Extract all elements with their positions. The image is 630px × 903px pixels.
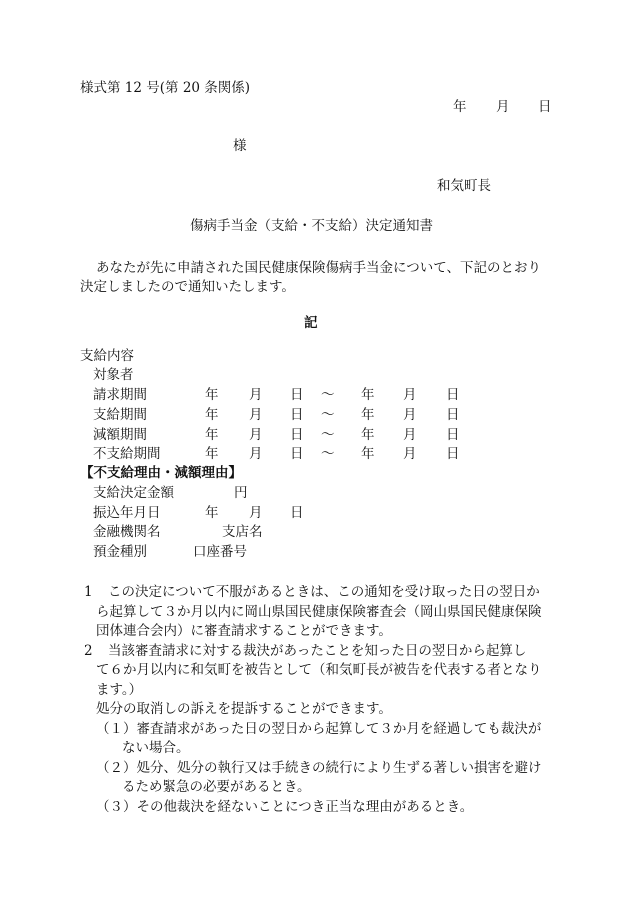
period-from-day: 日: [290, 387, 304, 403]
sub-item-first-line: [96, 760, 542, 776]
account-number-label: 口座番号: [193, 544, 247, 560]
period-to-day: 日: [446, 407, 460, 423]
issue-date-month-unit: 月: [496, 99, 510, 115]
sub-item-line: 処分、処分の執行又は手続きの続行により生ずる著しい損害を避け: [136, 760, 542, 776]
transfer-date-label: 振込年月日: [93, 505, 161, 521]
sub-item-line: その他裁決を経ないことにつき正当な理由があるとき。: [136, 799, 474, 815]
form-number: 様式第 12 号(第 20 条関係): [80, 80, 251, 96]
note-line: 団体連合会内）に審査請求することができます。: [96, 623, 392, 639]
period-label: 減額期間: [93, 427, 147, 443]
account-type-label: 預金種別: [93, 544, 147, 560]
period-tilde: 〜: [321, 407, 335, 423]
period-from-day: 日: [290, 427, 304, 443]
transfer-date-day: 日: [290, 505, 304, 521]
period-to-month: 月: [403, 446, 417, 462]
period-from-year: 年: [205, 407, 219, 423]
period-from-month: 月: [249, 427, 263, 443]
period-to-year: 年: [361, 387, 375, 403]
intro-line: あなたが先に申請された国民健康保険傷病手当金について、下記のとおり: [96, 260, 541, 276]
period-from-day: 日: [290, 446, 304, 462]
sub-item-marker: （２）: [96, 760, 137, 776]
note-number: 2: [84, 643, 93, 659]
sub-item-first-line: [96, 721, 541, 737]
sub-item-line: るため緊急の必要があるとき。: [122, 779, 311, 795]
issue-date-day-unit: 日: [538, 99, 552, 115]
period-to-day: 日: [446, 427, 460, 443]
period-to-year: 年: [361, 407, 375, 423]
period-from-year: 年: [205, 387, 219, 403]
details-heading: 支給内容: [80, 348, 134, 364]
note-line: て６か月以内に和気町を被告として（和気町長が被告を代表する者となり: [96, 662, 542, 678]
transfer-date-month: 月: [249, 505, 263, 521]
sub-item-line: ない場合。: [122, 740, 190, 756]
note-line: 当該審査請求に対する裁決があったことを知った日の翌日から起算し: [108, 643, 527, 659]
transfer-date-year: 年: [205, 505, 219, 521]
issue-date-year-unit: 年: [453, 99, 467, 115]
period-to-day: 日: [446, 387, 460, 403]
period-label: 請求期間: [93, 387, 147, 403]
note-number: 1: [84, 584, 93, 600]
period-to-month: 月: [403, 387, 417, 403]
period-from-month: 月: [249, 387, 263, 403]
period-from-year: 年: [205, 427, 219, 443]
period-to-month: 月: [403, 407, 417, 423]
period-to-day: 日: [446, 446, 460, 462]
amount-yen-unit: 円: [234, 485, 248, 501]
period-tilde: 〜: [321, 427, 335, 443]
period-from-month: 月: [249, 407, 263, 423]
period-from-month: 月: [249, 446, 263, 462]
note-line: ます。）: [96, 682, 143, 698]
period-label: 不支給期間: [93, 446, 161, 462]
sender-name: 和気町長: [437, 178, 491, 194]
document-title: 傷病手当金（支給・不支給）決定通知書: [190, 218, 433, 234]
period-tilde: 〜: [321, 446, 335, 462]
bank-label: 金融機関名: [93, 524, 161, 540]
sub-item-first-line: [96, 799, 473, 815]
period-tilde: 〜: [321, 387, 335, 403]
reason-heading: 【不支給理由・減額理由】: [80, 465, 242, 481]
period-label: 支給期間: [93, 407, 147, 423]
note-continuation: 処分の取消しの訴えを提訴することができます。: [96, 701, 392, 717]
note-line: ら起算して３か月以内に岡山県国民健康保険審査会（岡山県国民健康保険: [96, 604, 542, 620]
period-to-year: 年: [361, 446, 375, 462]
period-to-month: 月: [403, 427, 417, 443]
target-person-label: 対象者: [93, 367, 134, 383]
sub-item-line: 審査請求があった日の翌日から起算して３か月を経過しても裁決が: [136, 721, 542, 737]
branch-label: 支店名: [222, 524, 263, 540]
ki-heading: 記: [304, 315, 318, 331]
addressee-suffix: 様: [233, 138, 247, 154]
period-from-year: 年: [205, 446, 219, 462]
sub-item-marker: （１）: [96, 721, 137, 737]
period-from-day: 日: [290, 407, 304, 423]
note-line: この決定について不服があるときは、この通知を受け取った日の翌日か: [108, 584, 540, 600]
sub-item-marker: （３）: [96, 799, 137, 815]
period-to-year: 年: [361, 427, 375, 443]
amount-label: 支給決定金額: [93, 485, 174, 501]
intro-line: 決定しましたので通知いたします。: [80, 279, 295, 295]
